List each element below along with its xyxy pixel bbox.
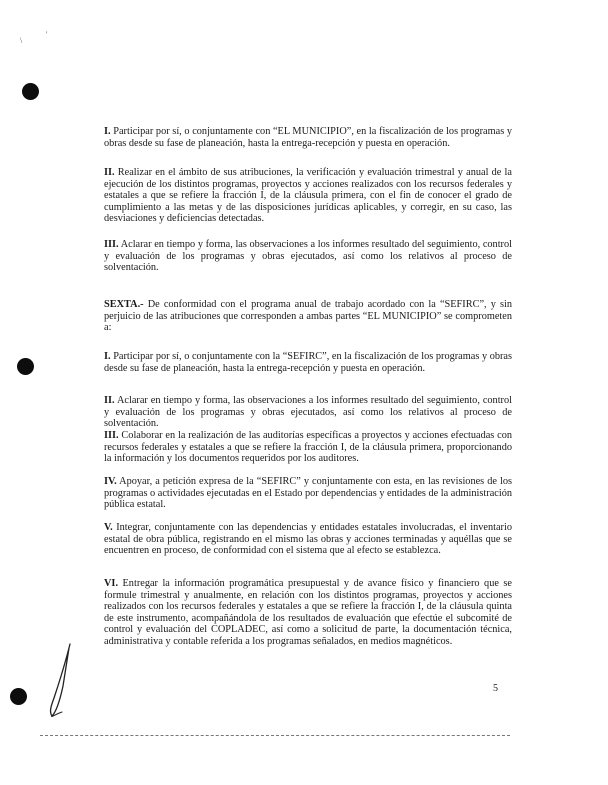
page-number: 5 (493, 683, 498, 694)
handwritten-signature (40, 640, 80, 725)
clause-paragraph (104, 351, 512, 374)
clause-paragraph (104, 522, 512, 557)
clause-number: V. (104, 522, 113, 533)
clause-number: I. (104, 351, 111, 362)
scan-speck: ' (46, 30, 48, 39)
clause-paragraph (104, 167, 512, 225)
clause-number: VI. (104, 578, 119, 589)
punch-hole (10, 688, 27, 705)
clause-number: III. (104, 239, 119, 250)
clause-title: SEXTA.- (104, 299, 144, 310)
clause-number: I. (104, 126, 111, 137)
clause-text: Aclarar en tiempo y forma, las observaciones a los informes resultado del seguimiento, control y evaluación de los programas y obras ejecutados, así como los relativos al proceso de solventación. (104, 239, 512, 274)
clause-heading-paragraph (104, 299, 512, 334)
clause-paragraph (104, 578, 512, 648)
clause-text: Entregar la información programática presupuestal y de avance físico y financiero que se formule trimestral y anualmente, en relación con los distintos programas, proyectos y acciones realizados con los recursos federales y estatales a que se refiere la fracción I, de la cláusula quinta de este instrumento, acompañándola de los resultados de evaluación que efectúe el subcomité de control y evaluación del COPLADEC, así como a solicitud de parte, la documentación técnica, administrativa y contable referida a los programas señalados, en medios magnéticos. (104, 578, 512, 647)
clause-paragraph (104, 430, 512, 465)
punch-hole (17, 358, 34, 375)
clause-text: Participar por sí, o conjuntamente con “EL MUNICIPIO”, en la fiscalización de los programas y obras desde su fase de planeación, hasta la entrega-recepción y puesta en operación. (104, 126, 512, 149)
scan-edge-line (40, 735, 510, 736)
clause-text: Participar por sí, o conjuntamente con la “SEFIRC”, en la fiscalización de los programas y obras desde su fase de planeación, hasta la entrega-recepción y puesta en operación. (104, 351, 512, 374)
clause-paragraph (104, 126, 512, 149)
clause-text: De conformidad con el programa anual de trabajo acordado con la “SEFIRC”, y sin perjuicio de las atribuciones que corresponden a ambas partes “EL MUNICIPIO” se comprometen a: (104, 299, 512, 334)
punch-hole (22, 83, 39, 100)
clause-paragraph (104, 395, 512, 430)
clause-number: II. (104, 395, 115, 406)
scan-speck: \ (20, 36, 23, 45)
clause-paragraph (104, 476, 512, 511)
clause-text: Colaborar en la realización de las auditorías específicas a proyectos y acciones efectuadas con recursos federales y estatales a que se refiere la fracción I, de la cláusula primera, proporcionando la información y los documentos requeridos por los auditores. (104, 430, 512, 465)
clause-text: Aclarar en tiempo y forma, las observaciones a los informes resultado del seguimiento, control y evaluación de los programas y obras ejecutados, así como los relativos al proceso de solventación. (104, 395, 512, 430)
clause-number: III. (104, 430, 119, 441)
clause-number: IV. (104, 476, 117, 487)
clause-paragraph (104, 239, 512, 274)
clause-text: Apoyar, a petición expresa de la “SEFIRC” y conjuntamente con esta, en las revisiones de los programas o actividades ejecutadas en el Estado por dependencias y entidades de la administración pública estatal. (104, 476, 513, 511)
clause-number: II. (104, 167, 115, 178)
clause-text: Realizar en el ámbito de sus atribuciones, la verificación y evaluación trimestral y anual de la ejecución de los distintos programas, proyectos y acciones realizados con los recursos federales y estatales a que se refiere la fracción I, de la cláusula primera, con el fin de conocer el grado de cumplimiento a las metas y de las disposiciones jurídicas aplicables, y corregir, en su caso, las desviaciones y deficiencias detectadas. (104, 167, 512, 225)
clause-text: Integrar, conjuntamente con las dependencias y entidades estatales involucradas, el inventario estatal de obra pública, registrando en el mismo las obras y acciones terminadas y aquéllas que se encuentren en proceso, de conformidad con el sistema que al efecto se establezca. (104, 522, 512, 557)
